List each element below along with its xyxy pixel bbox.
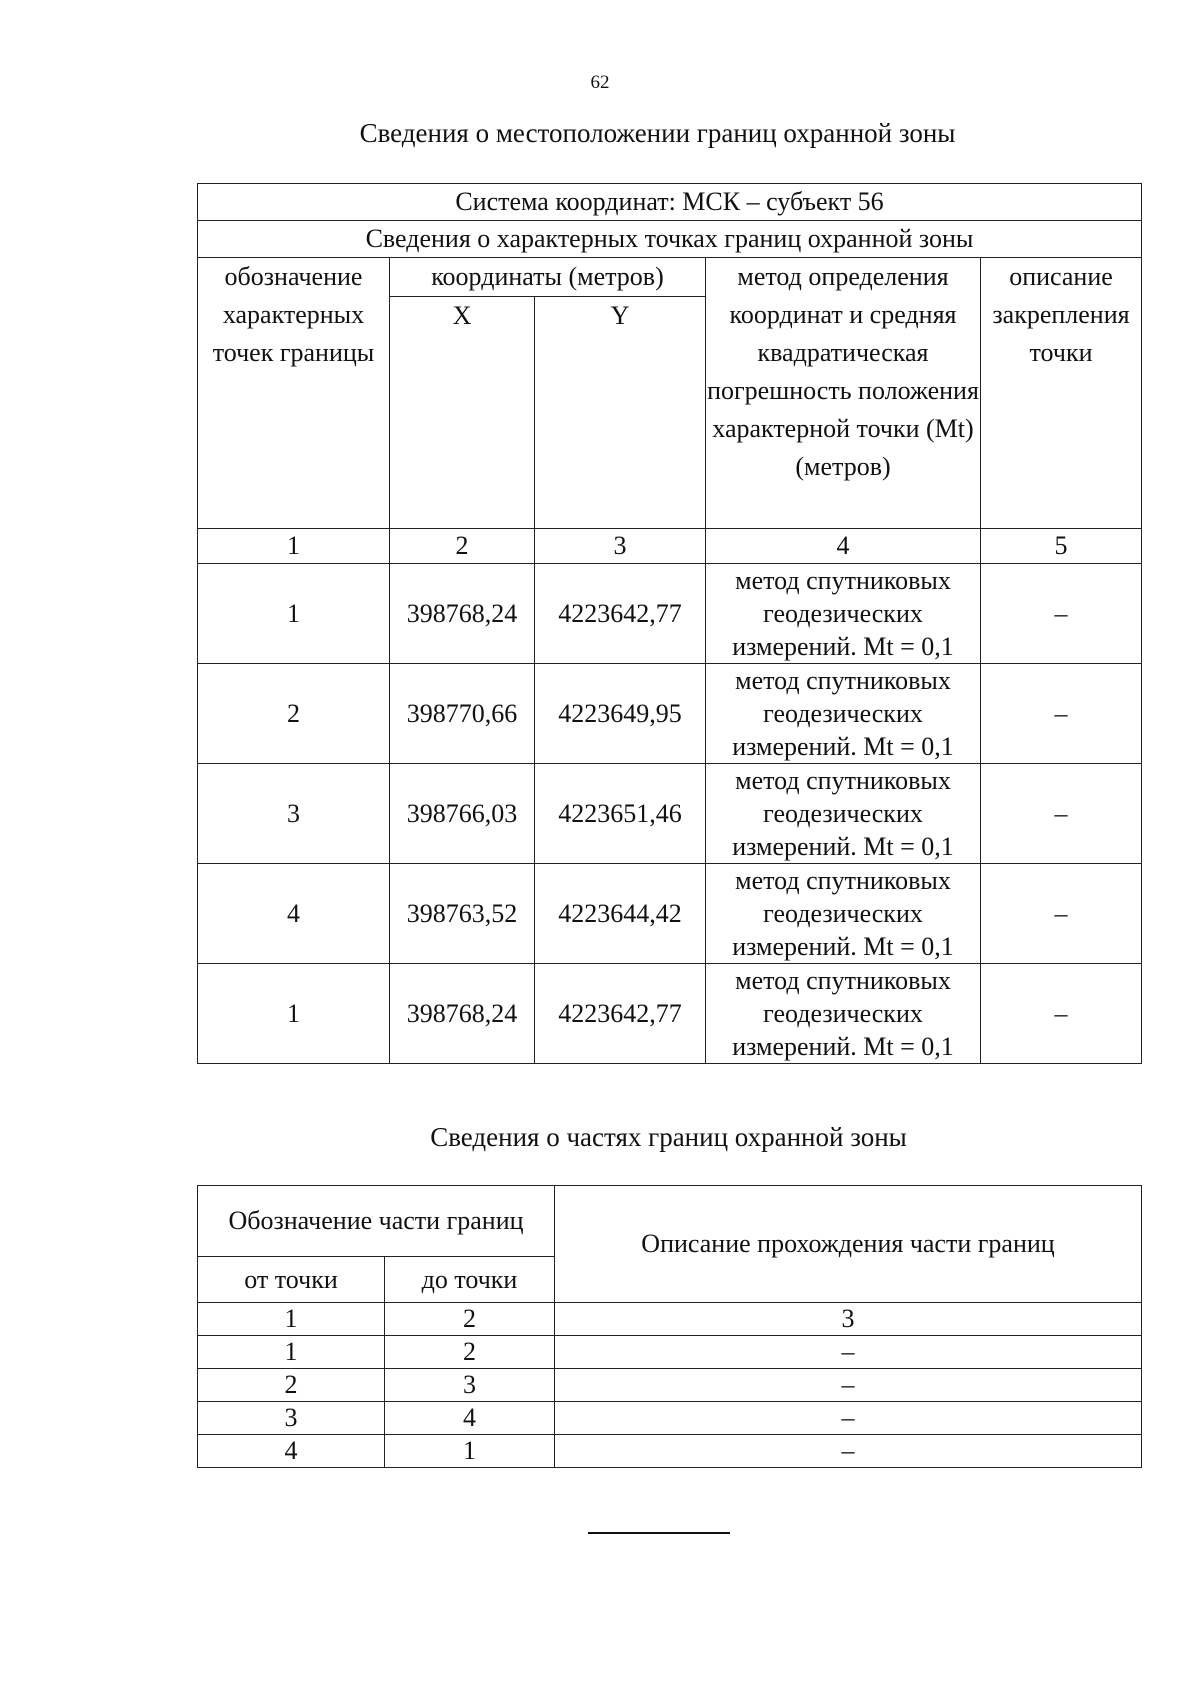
column-number: 4 bbox=[706, 529, 981, 564]
part-description: – bbox=[555, 1402, 1142, 1435]
point-id: 2 bbox=[198, 664, 390, 764]
table-row bbox=[198, 1402, 1142, 1435]
point-fixing: – bbox=[981, 964, 1142, 1064]
column-number: 1 bbox=[198, 529, 390, 564]
header-method: метод определения координат и средняя квадратическая погрешность положения характерной точки (Mt) (метров) bbox=[706, 258, 981, 529]
table-row bbox=[198, 564, 1142, 664]
parts-column-numbers-row bbox=[198, 1303, 1142, 1336]
header-x: X bbox=[390, 297, 535, 529]
document-title: Сведения о местоположении границ охранной зоны bbox=[359, 118, 956, 148]
point-y: 4223649,95 bbox=[535, 664, 706, 764]
parts-header-from: от точки bbox=[198, 1257, 385, 1303]
header-y: Y bbox=[535, 297, 706, 529]
table-row bbox=[198, 1369, 1142, 1402]
point-id: 4 bbox=[198, 864, 390, 964]
table-row bbox=[198, 1435, 1142, 1468]
point-method: метод спутниковых геодезических измерений. Mt = 0,1 bbox=[706, 664, 981, 764]
parts-header-designation: Обозначение части границ bbox=[198, 1186, 555, 1257]
point-id: 3 bbox=[198, 764, 390, 864]
column-number: 2 bbox=[390, 529, 535, 564]
table-row bbox=[198, 964, 1142, 1064]
table-row bbox=[198, 764, 1142, 864]
part-from: 1 bbox=[198, 1336, 385, 1369]
part-to: 4 bbox=[385, 1402, 555, 1435]
column-number: 5 bbox=[981, 529, 1142, 564]
column-number: 3 bbox=[535, 529, 706, 564]
points-table bbox=[197, 183, 1142, 1064]
points-column-numbers-row bbox=[198, 529, 1142, 564]
point-x: 398768,24 bbox=[390, 564, 535, 664]
point-fixing: – bbox=[981, 564, 1142, 664]
point-y: 4223651,46 bbox=[535, 764, 706, 864]
point-fixing: – bbox=[981, 764, 1142, 864]
part-from: 3 bbox=[198, 1402, 385, 1435]
point-method: метод спутниковых геодезических измерений. Mt = 0,1 bbox=[706, 564, 981, 664]
table-row bbox=[198, 664, 1142, 764]
end-rule bbox=[588, 1532, 730, 1534]
part-description: – bbox=[555, 1336, 1142, 1369]
point-method: метод спутниковых геодезических измерений. Mt = 0,1 bbox=[706, 964, 981, 1064]
part-to: 1 bbox=[385, 1435, 555, 1468]
header-coordinates: координаты (метров) bbox=[390, 258, 706, 297]
column-number: 1 bbox=[198, 1303, 385, 1336]
point-id: 1 bbox=[198, 964, 390, 1064]
parts-header-description: Описание прохождения части границ bbox=[555, 1186, 1142, 1303]
table-row bbox=[198, 1336, 1142, 1369]
part-description: – bbox=[555, 1435, 1142, 1468]
point-x: 398770,66 bbox=[390, 664, 535, 764]
point-x: 398768,24 bbox=[390, 964, 535, 1064]
point-fixing: – bbox=[981, 864, 1142, 964]
point-x: 398766,03 bbox=[390, 764, 535, 864]
column-number: 3 bbox=[555, 1303, 1142, 1336]
parts-title: Сведения о частях границ охранной зоны bbox=[430, 1122, 907, 1152]
point-y: 4223642,77 bbox=[535, 964, 706, 1064]
point-id: 1 bbox=[198, 564, 390, 664]
table-row bbox=[198, 864, 1142, 964]
part-from: 4 bbox=[198, 1435, 385, 1468]
points-system-row bbox=[198, 184, 1142, 221]
part-from: 2 bbox=[198, 1369, 385, 1402]
column-number: 2 bbox=[385, 1303, 555, 1336]
part-to: 2 bbox=[385, 1336, 555, 1369]
points-subtitle-row bbox=[198, 221, 1142, 258]
header-fixing: описание закрепления точки bbox=[981, 258, 1142, 529]
point-method: метод спутниковых геодезических измерений. Mt = 0,1 bbox=[706, 864, 981, 964]
page-number: 62 bbox=[590, 72, 610, 93]
point-fixing: – bbox=[981, 664, 1142, 764]
coordinate-system-cell: Система координат: МСК – субъект 56 bbox=[198, 184, 1142, 221]
part-description: – bbox=[555, 1369, 1142, 1402]
point-y: 4223644,42 bbox=[535, 864, 706, 964]
points-subtitle-cell: Сведения о характерных точках границ охранной зоны bbox=[198, 221, 1142, 258]
part-to: 3 bbox=[385, 1369, 555, 1402]
parts-header-to: до точки bbox=[385, 1257, 555, 1303]
point-y: 4223642,77 bbox=[535, 564, 706, 664]
points-header-row bbox=[198, 258, 1142, 297]
point-x: 398763,52 bbox=[390, 864, 535, 964]
parts-header-row bbox=[198, 1186, 1142, 1257]
point-method: метод спутниковых геодезических измерений. Mt = 0,1 bbox=[706, 764, 981, 864]
header-designation: обозначение характерных точек границы bbox=[198, 258, 390, 529]
parts-table bbox=[197, 1185, 1142, 1468]
